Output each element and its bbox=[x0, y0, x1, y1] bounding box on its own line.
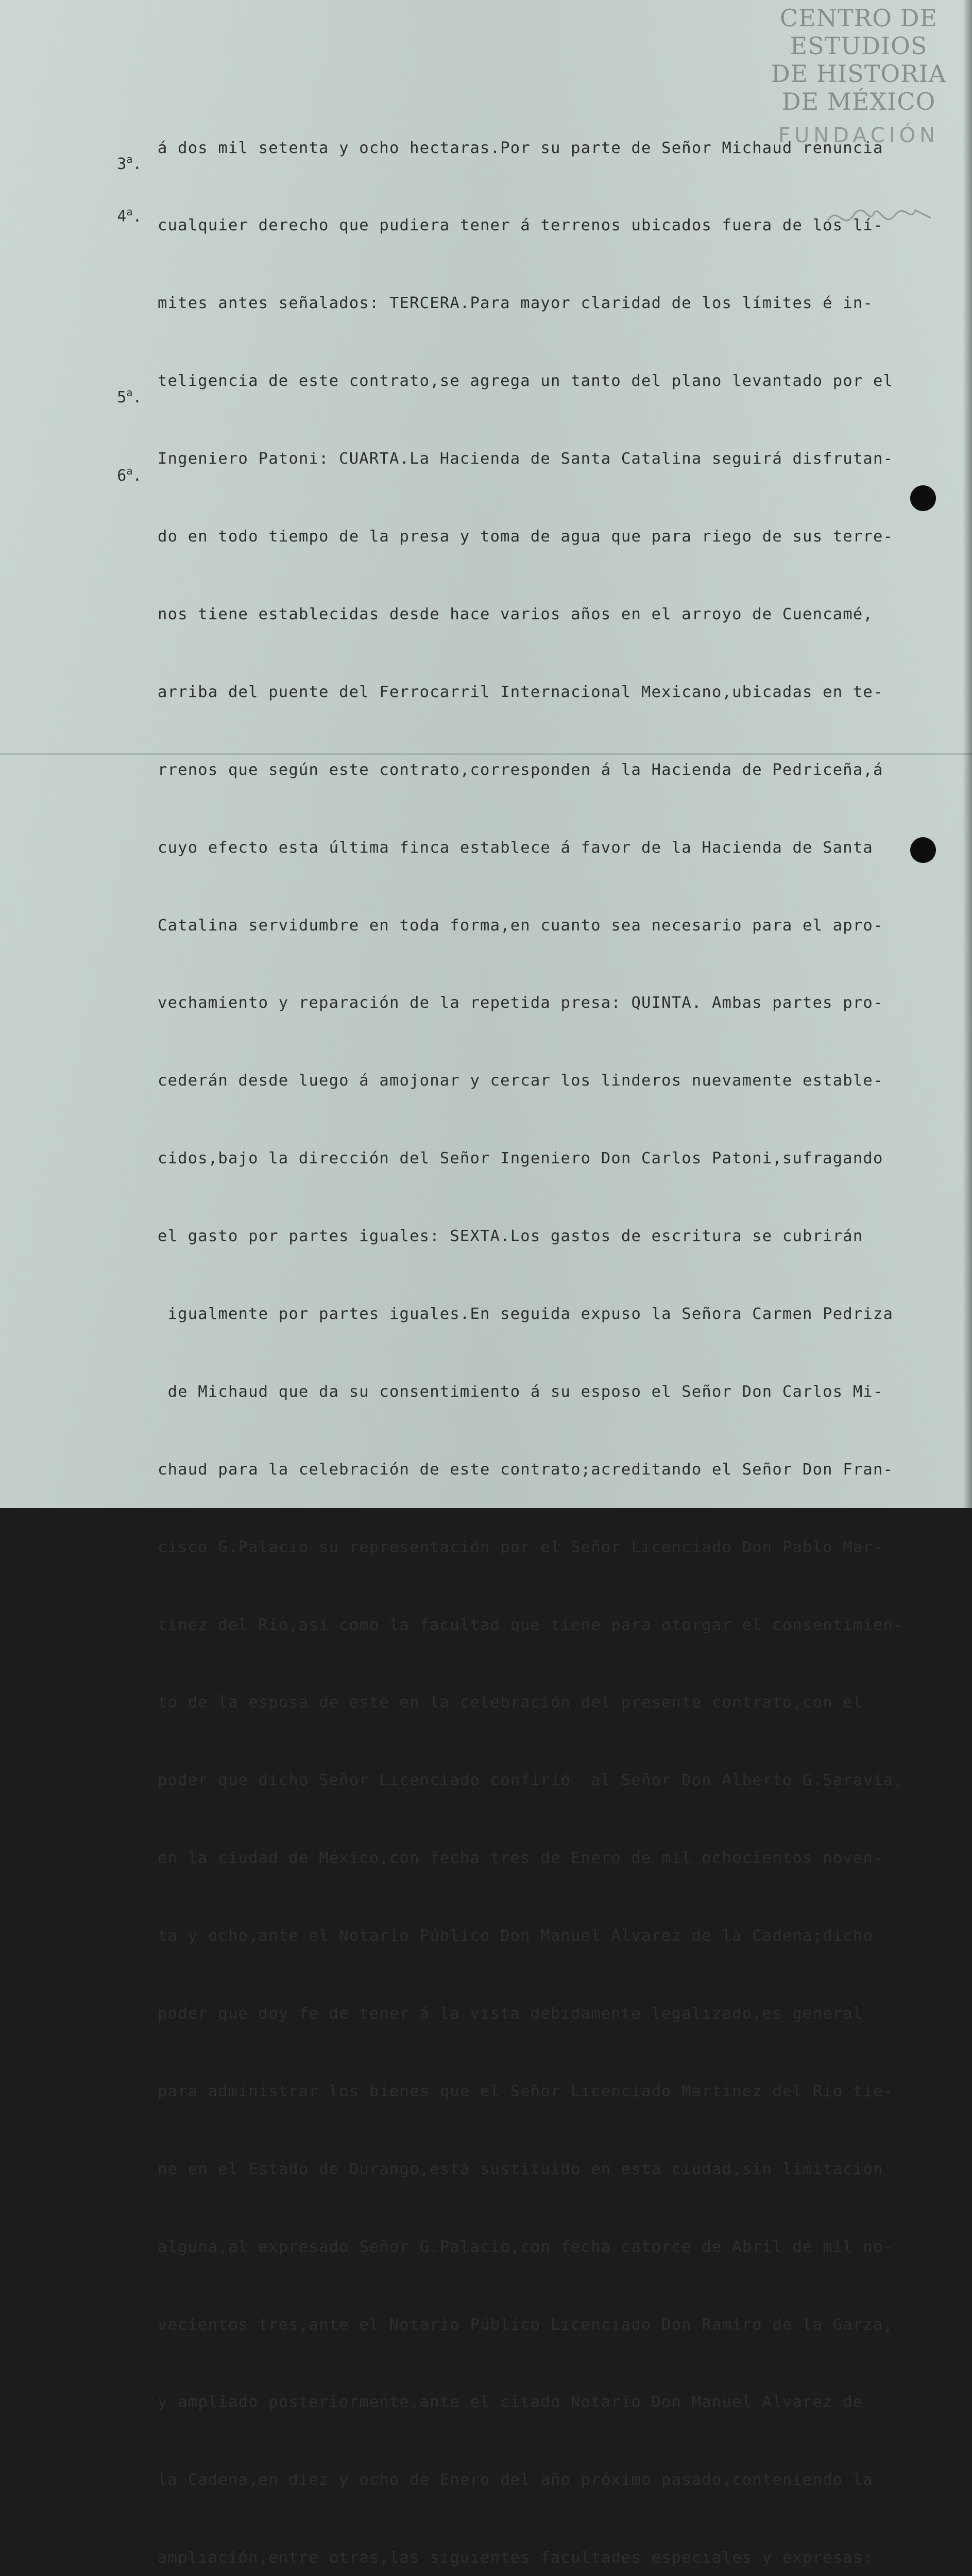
text-line: nos tiene establecidas desde hace varios años en el arroyo de Cuencamé, bbox=[158, 605, 873, 623]
text-line: tinez del Rio,así como la facultad que tiene para otorgar el consentimien- bbox=[158, 1616, 903, 1634]
punch-hole bbox=[910, 837, 936, 863]
text-line: teligencia de este contrato,se agrega un tanto del plano levantado por el bbox=[158, 372, 894, 391]
text-line: do en todo tiempo de la presa y toma de agua que para riego de sus terre- bbox=[158, 528, 894, 546]
text-line: á dos mil setenta y ocho hectaras.Por su parte de Señor Michaud renuncia bbox=[158, 139, 883, 157]
text-line: cisco G.Palacio su representación por el Señor Licenciado Don Pablo Mar- bbox=[158, 1538, 883, 1556]
text-line: mites antes señalados: TERCERA.Para mayor claridad de los límites é in- bbox=[158, 294, 873, 313]
text-line: Ingeniero Patoni: CUARTA.La Hacienda de Santa Catalina seguirá disfrutan- bbox=[158, 450, 894, 468]
text-line: la Cadena,en diez y ocho de Enero del año próximo pasado,conteniendo la bbox=[158, 2471, 873, 2489]
margin-clause-number: 6$^a$. bbox=[117, 465, 142, 485]
watermark-line: CENTRO DE bbox=[779, 4, 938, 32]
text-line: cuyo efecto esta última finca establece á favor de la Hacienda de Santa bbox=[158, 838, 873, 857]
punch-hole bbox=[910, 485, 936, 511]
margin-clause-number: 3$^a$. bbox=[117, 153, 142, 173]
watermark-line: DE HISTORIA bbox=[771, 60, 947, 88]
text-line: poder que doy fe de tener á la vista debidamente legalizado,es general bbox=[158, 2004, 863, 2023]
page-edge-shadow bbox=[963, 0, 972, 1508]
text-line: cualquier derecho que pudiera tener á terrenos ubicados fuera de los lí- bbox=[158, 216, 883, 235]
text-line: arriba del puente del Ferrocarril Internacional Mexicano,ubicadas en te- bbox=[158, 683, 883, 701]
text-line: para administrar los bienes que el Señor Licenciado Martinez del Rio tie- bbox=[158, 2082, 894, 2100]
text-line: vecientos tres,ante el Notario Público Licenciado Don Ramiro de la Garza, bbox=[158, 2315, 894, 2334]
text-line: ampliación,entre otras,las siguientes facultades especiales y expresas: bbox=[158, 2549, 873, 2567]
text-line: poder que dicho Señor Licenciado confirió al Señor Don Alberto G.Saravia, bbox=[158, 1771, 903, 1790]
margin-clause-number: 4$^a$. bbox=[117, 206, 142, 226]
text-line: igualmente por partes iguales.En seguida expuso la Señora Carmen Pedriza bbox=[158, 1304, 894, 1323]
text-line: de Michaud que da su consentimiento á su esposo el Señor Don Carlos Mi- bbox=[158, 1382, 883, 1401]
watermark-foundation: FUNDACIÓN bbox=[778, 124, 940, 147]
watermark-line: DE MÉXICO bbox=[781, 88, 936, 115]
text-line: el gasto por partes iguales: SEXTA.Los gastos de escritura se cubrirán bbox=[158, 1227, 863, 1246]
watermark-line: ESTUDIOS bbox=[790, 32, 928, 60]
text-line: cidos,bajo la dirección del Señor Ingeniero Don Carlos Patoni,sufragando bbox=[158, 1149, 883, 1168]
text-line: Catalina servidumbre en toda forma,en cuanto sea necesario para el apro- bbox=[158, 916, 883, 935]
text-line: vechamiento y reparación de la repetida presa: QUINTA. Ambas partes pro- bbox=[158, 994, 883, 1012]
text-line: to de la esposa de este en la celebración del presente contrato,con el bbox=[158, 1693, 863, 1712]
text-line: cederán desde luego á amojonar y cercar los linderos nuevamente estable- bbox=[158, 1072, 883, 1090]
margin-clause-number: 5$^a$. bbox=[117, 386, 142, 406]
text-line: y ampliado posteriormente,ante el citado Notario Don Manuel Alvarez de bbox=[158, 2393, 863, 2412]
text-line: alguna,al expresado Señor G.Palacio,con fecha catorce de Abril de mil no- bbox=[158, 2238, 894, 2256]
text-line: rrenos que según este contrato,corresponden á la Hacienda de Pedriceña,á bbox=[158, 760, 883, 779]
text-line: ne en el Estado de Durango,está sustituido en esta ciudad,sin limitación bbox=[158, 2160, 883, 2178]
text-line: ta y ocho,ante el Notario Público Don Manuel Alvarez de la Cadena;dicho bbox=[158, 1927, 873, 1945]
text-line: chaud para la celebración de este contrato;acreditando el Señor Don Fran- bbox=[158, 1460, 894, 1479]
text-line: en la ciudad de México,con fecha tres de Enero de mil ochocientos noven- bbox=[158, 1849, 883, 1868]
typed-text-block bbox=[158, 83, 951, 2576]
